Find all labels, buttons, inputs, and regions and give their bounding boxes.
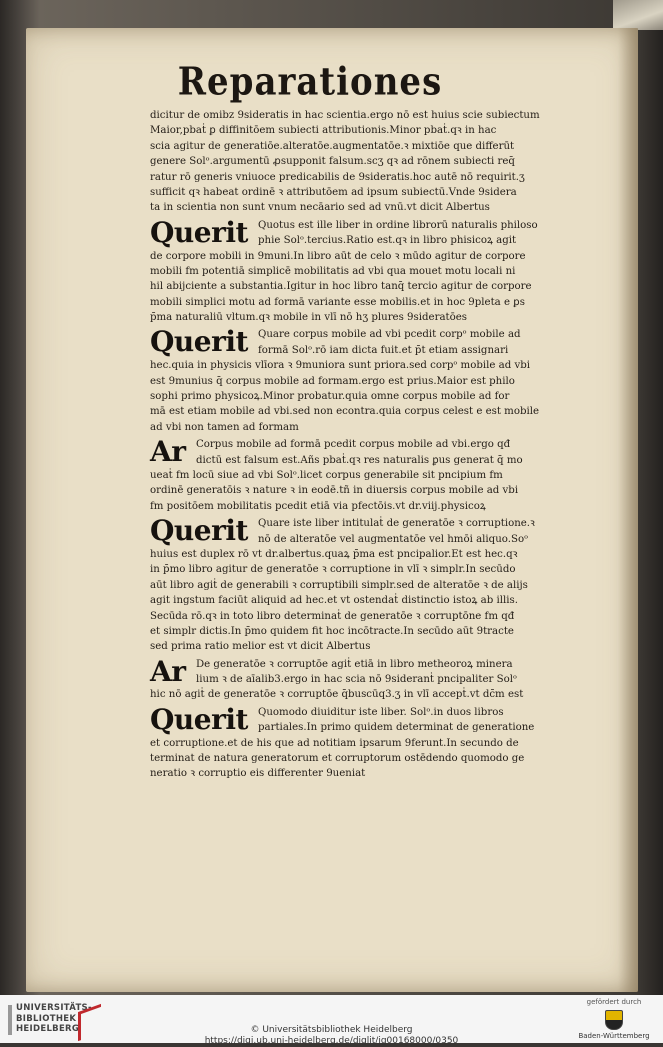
question-section xyxy=(150,516,596,655)
sponsor-logo[interactable] xyxy=(573,998,655,1041)
text-line: et corruptione.et de his que ad notitiam ipsarum 9ferunt.In secundo de xyxy=(150,737,519,749)
library-name-line3: HEIDELBERG xyxy=(16,1024,80,1034)
text-line: in p̄mo libro agitur de generatōe ꝛ corruptione in vlī ꝛ simplr.In secūdo xyxy=(150,564,516,576)
question-section xyxy=(150,215,596,326)
page-gutter-shadow xyxy=(618,28,638,992)
text-line: ueaṫ fm locū siue ad vbi Solᵒ.licet corpus generabile sit pncipium fm xyxy=(150,469,503,481)
text-line: sufficit qꝛ habeat ordinē ꝛ attributōem ad ipsum subiectū.Vnde 9sidera xyxy=(150,186,517,198)
text-line: fm positōem mobilitatis pcedit etiā via pfectōis.vt dr.viij.physicoꝝ xyxy=(150,500,486,512)
text-line: Quare corpus mobile ad vbi pcedit corpᵒ mobile ad xyxy=(258,329,521,341)
text-line: dicitur de omibz 9sideratis in hac scientia.ergo nō est huius scie subiectum xyxy=(150,110,540,121)
question-section xyxy=(150,702,596,782)
text-line: est 9munius q̄ corpus mobile ad formam.ergo est prius.Maior est philo xyxy=(150,375,515,387)
text-line: genere Solᵒ.argumentū ꝓsupponit falsum.scʒ qꝛ ad rōnem subiecti req̄ xyxy=(150,156,515,168)
permalink-url[interactable]: https://digi.ub.uni-heidelberg.de/diglit/ig00168000/0350 xyxy=(204,1036,459,1046)
question-section xyxy=(150,654,596,703)
question-section xyxy=(150,437,596,514)
text-line: de corpore mobili in 9muni.In libro aūt de celo ꝛ mūdo agitur de corpore xyxy=(150,250,526,262)
text-line: formā Solᵒ.rō iam dicta fuit.et p̄t etiam assignari xyxy=(258,344,509,356)
text-line: mā est etiam mobile ad vbi.sed non econtra.quia corpus celest e est mobile xyxy=(150,406,540,418)
text-line: Quomodo diuiditur iste liber. Solᵒ.in duos libros xyxy=(258,706,504,718)
text-line: lium ꝛ de aīalib3.ergo in hac scia nō 9sideranṫ pncipaliter Solᵒ xyxy=(196,674,517,686)
text-line: scia agitur de generatiōe.alteratōe.augmentatōe.ꝛ mixtiōe que differūt xyxy=(150,140,515,152)
text-line: ta in scientia non sunt vnum necāario sed ad vnū.vt dicit Albertus xyxy=(150,202,490,214)
text-line: hic nō agiṫ de generatōe ꝛ corruptōe q̄buscūq3.ʒ in vlī accepṫ.vt dc̄m est xyxy=(150,689,524,701)
coat-of-arms-icon xyxy=(605,1010,623,1030)
intro-paragraph xyxy=(150,108,596,216)
section-initial-word: Querit xyxy=(150,215,248,249)
text-line: sophi primo physicoꝝ.Minor probatur.quia omne corpus mobile ad for xyxy=(150,391,510,403)
sections-container xyxy=(150,215,596,782)
section-initial-word: Ar xyxy=(150,654,186,688)
viewer-footer xyxy=(0,995,663,1046)
text-line: ad vbi non tamen ad formam xyxy=(150,421,299,433)
text-line: agit ingstum faciūt aliquid ad hec.et vt ostendaṫ distinctio istoꝝ ab illis. xyxy=(150,595,519,607)
section-initial-word: Querit xyxy=(150,325,248,359)
text-line: p̄ma naturaliū vltum.qꝛ mobile in vlī nō hʒ plures 9sideratōes xyxy=(150,312,468,324)
text-line: phie Solᵒ.tercius.Ratio est.qꝛ in libro phisicoꝝ agit xyxy=(258,235,517,247)
text-line: hec.quia in physicis vlīora ꝛ 9muniora sunt priora.sed corpᵒ mobile ad vbi xyxy=(150,360,531,372)
text-line: mobili fm potentiā simplicē mobilitatis ad vbi qua mouet motu locali ni xyxy=(150,265,516,277)
section-initial-word: Querit xyxy=(150,702,248,736)
library-name-line2: BIBLIOTHEK xyxy=(16,1013,77,1024)
section-initial-word: Ar xyxy=(150,435,186,469)
text-line: neratio ꝛ corruptio eis differenter 9ueniat xyxy=(150,768,366,780)
text-line: sed prima ratio melior est vt dicit Albertus xyxy=(150,641,371,653)
text-line: ratur rō generis vniuoce predicabilis de 9sideratis.hoc autē nō requirit.ʒ xyxy=(150,171,525,183)
body-text xyxy=(150,108,596,782)
text-line: nō de alteratōe vel augmentatōe vel hmōi aliquo.Soᵒ xyxy=(258,533,528,545)
text-line: partiales.In primo quidem determinat de generatione xyxy=(258,722,535,734)
text-line: mobili simplici motu ad formā variante esse mobilis.et in hoc 9pleta e ꝑs xyxy=(150,296,525,308)
text-line: hil abijciente a substantia.Igitur in hoc libro tanq̄ tercio agitur de corpore xyxy=(150,281,532,293)
text-line: terminat de natura generatorum et corruptorum ostēdendo quomodo ge xyxy=(150,753,525,765)
text-line: Secūda rō.qꝛ in toto libro determinaṫ de generatōe ꝛ corruptōne fm qđ xyxy=(150,610,515,622)
text-line: Maior,pbaṫ ꝑ diffinitōem subiecti attributionis.Minor pbaṫ.qꝛ in hac xyxy=(150,125,497,137)
paper-fold-corner xyxy=(613,0,663,30)
text-line: De generatōe ꝛ corruptōe agiṫ etiā in libro metheoroꝝ minera xyxy=(196,658,513,670)
text-line: dictū est falsum est.Añs pbaṫ.qꝛ res naturalis ꝑus generat q̄ mo xyxy=(196,454,523,466)
question-section xyxy=(150,327,596,435)
sponsor-caption: gefördert durch xyxy=(586,998,642,1006)
text-line: Quotus est ille liber in ordine librorū naturalis philoso xyxy=(258,219,538,231)
text-line: Corpus mobile ad formā pcedit corpus mobile ad vbi.ergo qđ xyxy=(196,439,511,451)
library-name-line1: UNIVERSITÄTS- xyxy=(16,1003,92,1013)
text-line: aūt libro agiṫ de generabili ꝛ corruptibili simplr.sed de alteratōe ꝛ de alijs xyxy=(150,579,528,591)
sponsor-name: Baden-Württemberg xyxy=(578,1032,650,1040)
section-initial-word: Querit xyxy=(150,514,248,548)
copyright-text: © Universitätsbibliothek Heidelberg xyxy=(250,1025,413,1035)
text-line: ordinē generatōis ꝛ nature ꝛ in eodē.tñ in diuersis corpus mobile ad vbi xyxy=(150,485,519,497)
text-line: huius est duplex rō vt dr.albertus.quaꝝ p̄ma est pncipalior.Et est hec.qꝛ xyxy=(150,548,518,560)
running-title: Reparationes xyxy=(177,59,443,105)
text-line: Quare iste liber intitulaṫ de generatōe ꝛ corruptione.ꝛ xyxy=(258,518,535,530)
text-line: et simplr dictis.In p̄mo quidem fit hoc incōtracte.In secūdo aūt 9tracte xyxy=(150,625,514,637)
